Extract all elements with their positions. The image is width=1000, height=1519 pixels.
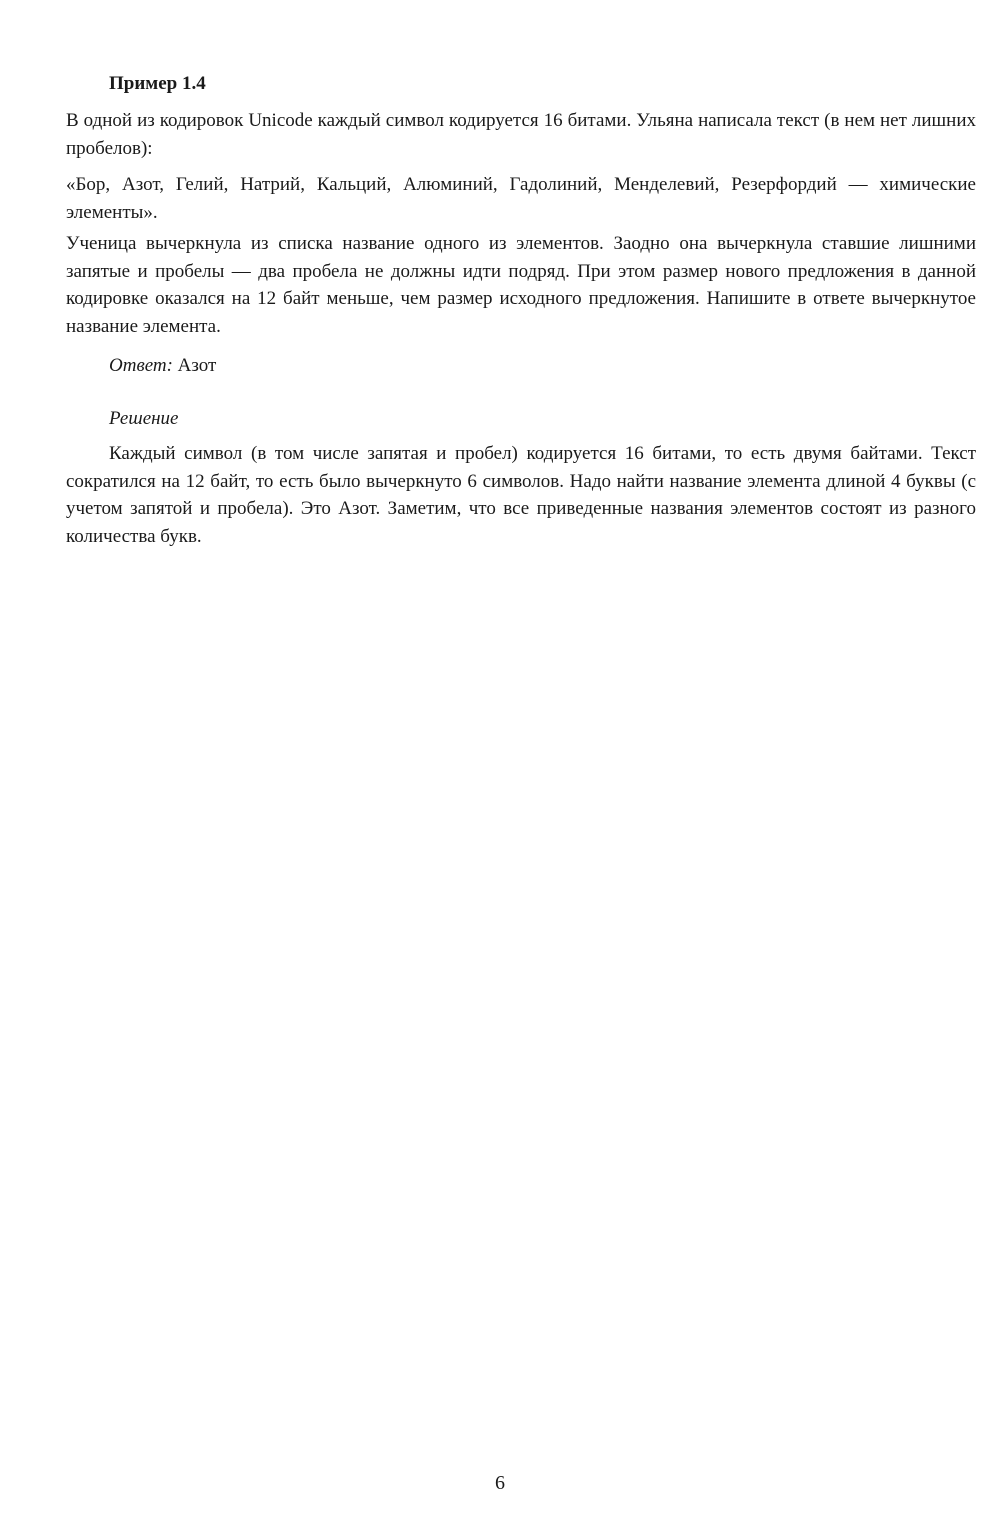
problem-paragraph-1: В одной из кодировок Unicode каждый символ кодируется 16 битами. Ульяна написала текст (в нем нет лишних пробелов):: [66, 110, 976, 159]
answer-label: Ответ:: [109, 355, 173, 376]
problem-paragraph-2: «Бор, Азот, Гелий, Натрий, Кальций, Алюминий, Гадолиний, Менделевий, Резерфордий — химические элементы».: [66, 174, 976, 223]
solution-title: Решение: [109, 408, 179, 429]
solution-paragraph: Каждый символ (в том числе запятая и пробел) кодируется 16 битами, то есть двумя байтами. Текст сократился на 12 байт, то есть было вычеркнуто 6 символов. Надо найти название элемента длиной 4 буквы (с учетом запятой и пробела). Это Азот. Заметим, что все приведенные названия элементов состоят из разного количества букв.: [66, 443, 976, 547]
example-title: Пример 1.4: [109, 73, 206, 94]
problem-paragraph-3: Ученица вычеркнула из списка название одного из элементов. Заодно она вычеркнула ставшие лишними запятые и пробелы — два пробела не должны идти подряд. При этом размер нового предложения в данной кодировке оказался на 12 байт меньше, чем размер исходного предложения. Напишите в ответе вычеркнутое название элемента.: [66, 233, 976, 337]
page-number: 6: [495, 1472, 505, 1494]
answer-value: Азот: [177, 355, 217, 376]
answer-line: [109, 352, 216, 379]
